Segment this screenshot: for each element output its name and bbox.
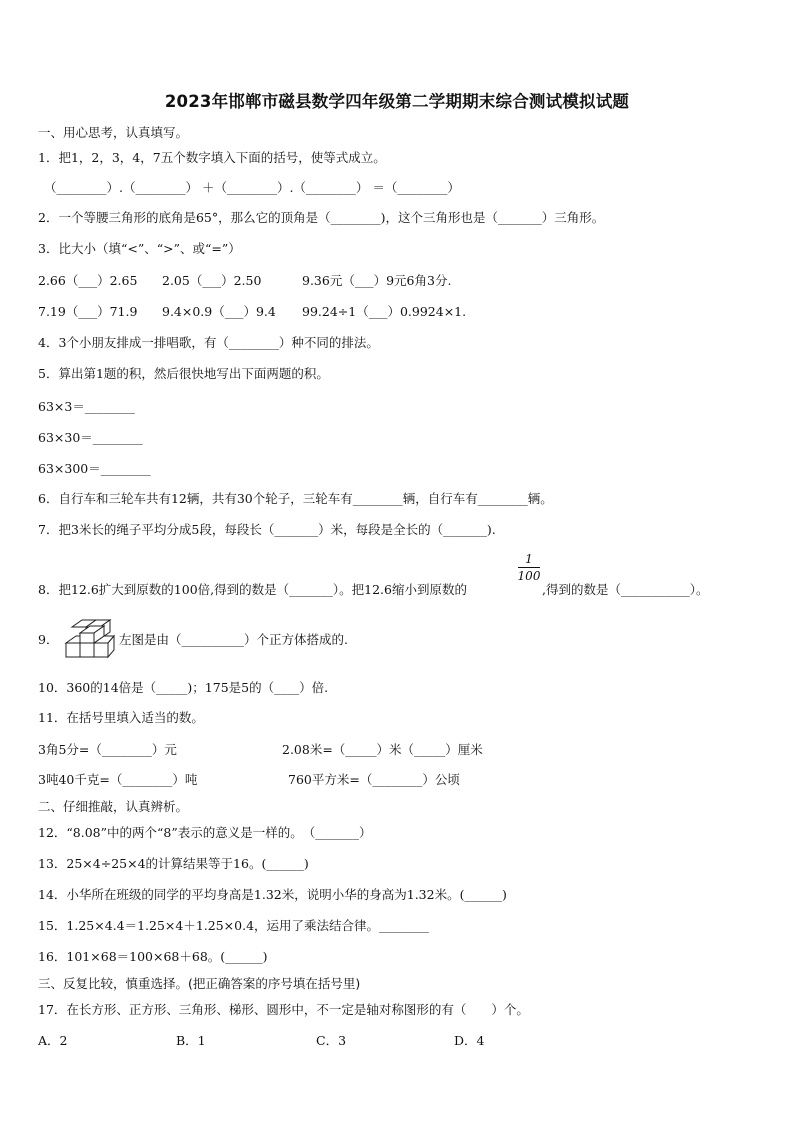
question-11-item: 2.08米=（_____）米（_____）厘米 xyxy=(282,742,483,757)
question-8-part-b: ,得到的数是（___________）。 xyxy=(542,582,709,597)
option-a: A．2 xyxy=(38,1033,68,1048)
question-3-item: 99.24÷1（___）0.9924×1. xyxy=(302,304,467,319)
question-2: 2．一个等腰三角形的底角是65°，那么它的顶角是（________)，这个三角形也是（_______）三角形。 xyxy=(38,210,605,225)
option-b: B．1 xyxy=(176,1033,206,1048)
question-11: 11．在括号里填入适当的数。 xyxy=(38,710,204,725)
question-13: 13．25×4÷25×4的计算结果等于16。(______) xyxy=(38,856,309,871)
question-5-line: 63×3＝________ xyxy=(38,399,135,414)
question-3-item: 9.4×0.9（___）9.4 xyxy=(162,304,276,319)
question-11-item: 3角5分=（________）元 xyxy=(38,742,177,757)
page-title: 2023年邯郸市磁县数学四年级第二学期期末综合测试模拟试题 xyxy=(164,92,630,111)
question-3-item: 9.36元（___）9元6角3分. xyxy=(302,273,452,288)
question-1-blanks: （________）.（________） ＋（________）.（________） ＝（________） xyxy=(44,180,460,195)
question-8-part-a: 8．把12.6扩大到原数的100倍,得到的数是（_______）。把12.6缩小到原数的 xyxy=(38,582,467,597)
question-14: 14．小华所在班级的同学的平均身高是1.32米，说明小华的身高为1.32米。(______) xyxy=(38,887,507,902)
fraction-bar xyxy=(518,567,540,568)
cube-stack-figure xyxy=(58,617,120,659)
question-11-item: 3吨40千克=（________）吨 xyxy=(38,772,198,787)
question-9-text: 左图是由（__________）个正方体搭成的. xyxy=(119,632,348,647)
question-1: 1．把1，2，3，4，7五个数字填入下面的括号，使等式成立。 xyxy=(38,150,386,165)
section-heading-2: 二、仔细推敲，认真辨析。 xyxy=(38,799,189,814)
question-7: 7．把3米长的绳子平均分成5段，每段长（_______）米，每段是全长的（_______). xyxy=(38,522,496,537)
question-5-line: 63×30＝________ xyxy=(38,430,143,445)
question-4: 4．3个小朋友排成一排唱歌，有（________）种不同的排法。 xyxy=(38,335,379,350)
question-6: 6．自行车和三轮车共有12辆，共有30个轮子，三轮车有________辆，自行车有________辆。 xyxy=(38,491,553,506)
question-5-line: 63×300＝________ xyxy=(38,461,151,476)
question-3-item: 2.05（___）2.50 xyxy=(162,273,262,288)
question-15: 15．1.25×4.4＝1.25×4＋1.25×0.4，运用了乘法结合律。________ xyxy=(38,918,430,933)
question-12: 12．“8.08”中的两个“8”表示的意义是一样的。 （_______） xyxy=(38,825,372,840)
question-3-item: 2.66（___）2.65 xyxy=(38,273,138,288)
question-3-item: 7.19（___）71.9 xyxy=(38,304,138,319)
question-3: 3．比大小（填“<”、“>”、或“=”） xyxy=(38,241,241,256)
fraction-numerator: 1 xyxy=(525,552,533,566)
section-heading-3: 三、反复比较，慎重选择。(把正确答案的序号填在括号里) xyxy=(38,976,361,991)
question-9-number: 9． xyxy=(38,632,59,647)
question-16: 16．101×68＝100×68＋68。(______) xyxy=(38,949,268,964)
section-heading-1: 一、用心思考，认真填写。 xyxy=(38,125,189,140)
question-5: 5．算出第1题的积，然后很快地写出下面两题的积。 xyxy=(38,366,329,381)
question-17: 17．在长方形、正方形、三角形、梯形、圆形中，不一定是轴对称图形的有（ ）个。 xyxy=(38,1002,529,1017)
option-d: D．4 xyxy=(454,1033,485,1048)
fraction-one-hundredth xyxy=(516,552,542,583)
option-c: C．3 xyxy=(316,1033,347,1048)
fraction-denominator: 100 xyxy=(517,569,541,583)
question-10: 10．360的14倍是（_____)；175是5的（____）倍. xyxy=(38,680,329,695)
question-11-item: 760平方米=（________）公顷 xyxy=(288,772,460,787)
